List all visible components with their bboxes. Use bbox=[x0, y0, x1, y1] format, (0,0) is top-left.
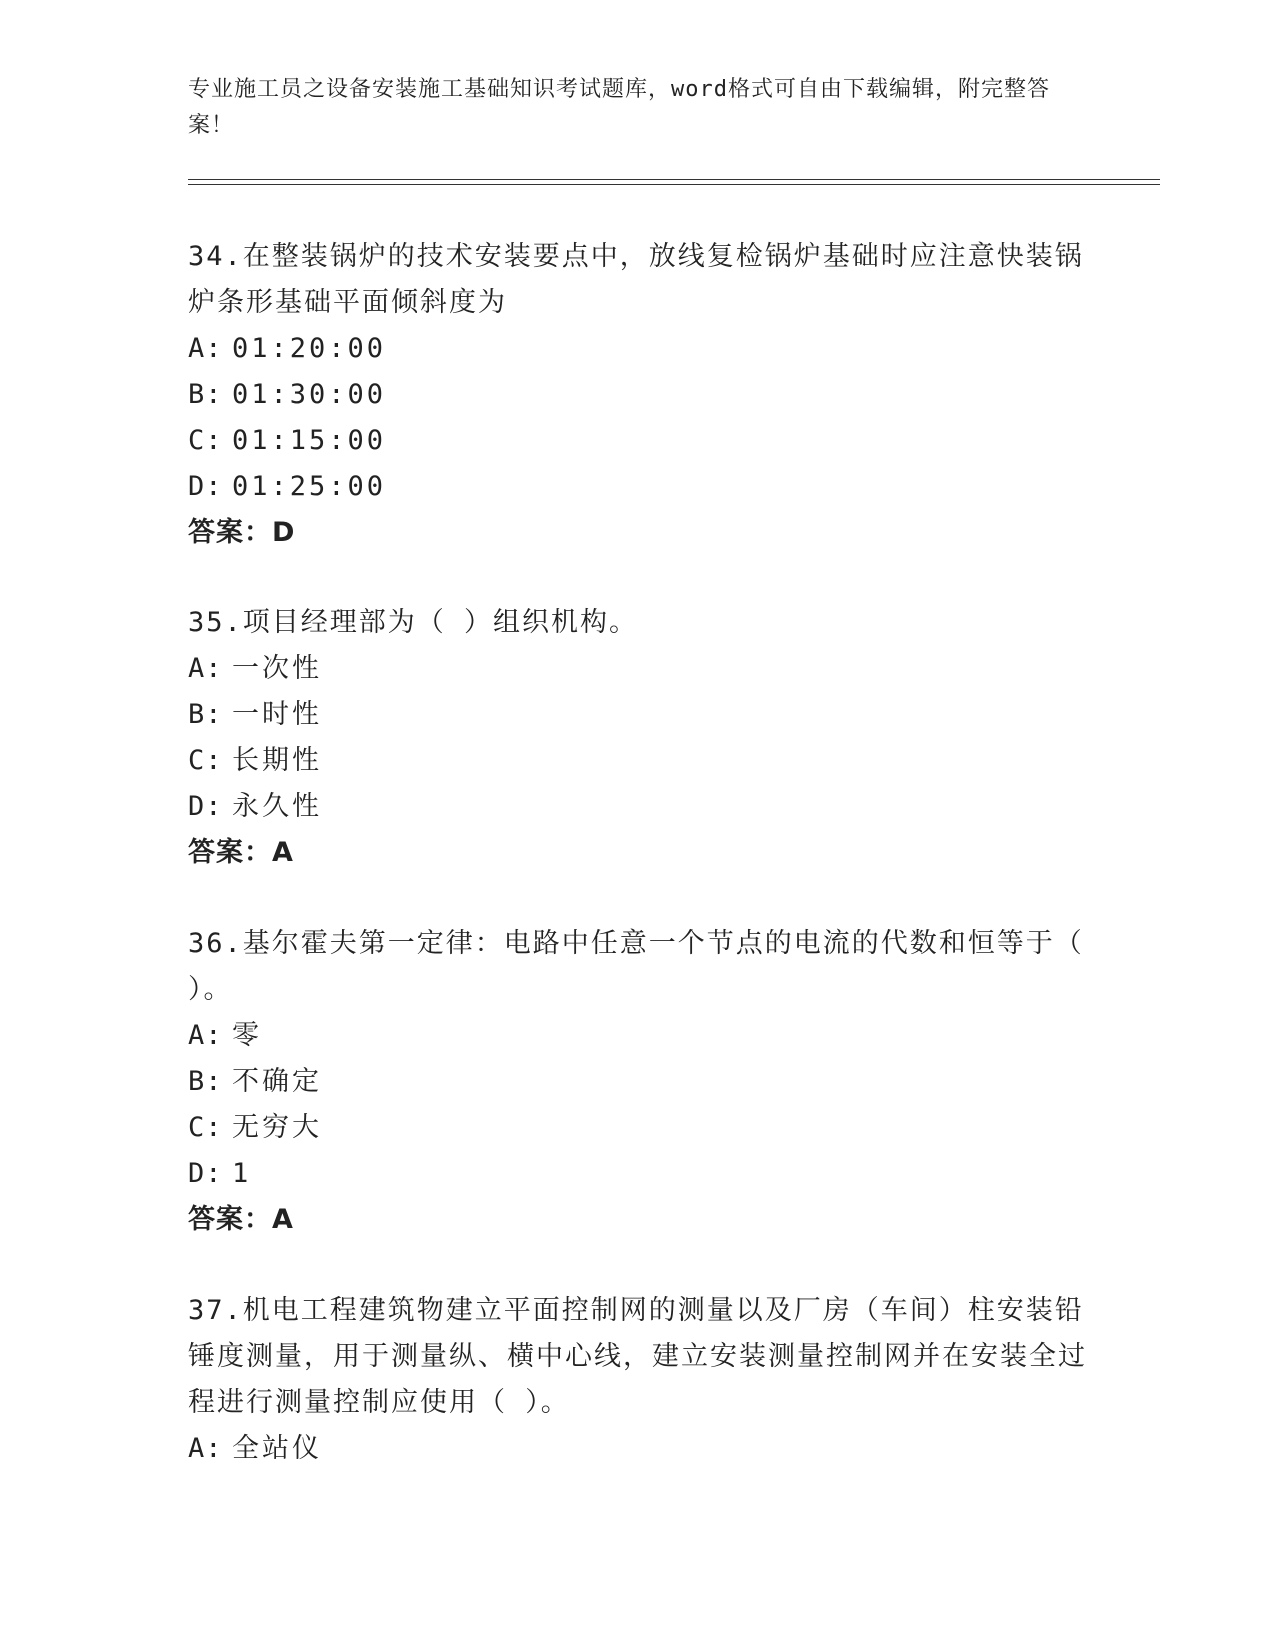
option-text: 不确定 bbox=[232, 1066, 322, 1097]
question-34 bbox=[188, 234, 1088, 556]
question-text: 在整装锅炉的技术安装要点中，放线复检锅炉基础时应注意快装锅炉条形基础平面倾斜度为 bbox=[188, 241, 1084, 318]
option-text: 永久性 bbox=[232, 791, 322, 822]
question-37 bbox=[188, 1288, 1088, 1472]
option-b bbox=[188, 1059, 1088, 1105]
question-35 bbox=[188, 600, 1088, 876]
option-text: 全站仪 bbox=[232, 1433, 322, 1464]
option-b bbox=[188, 372, 1088, 418]
question-stem bbox=[188, 600, 1088, 646]
header-divider-bottom bbox=[188, 184, 1160, 185]
question-text: 机电工程建筑物建立平面控制网的测量以及厂房（车间）柱安装铅锤度测量，用于测量纵、横中心线，建立安装测量控制网并在安装全过程进行测量控制应使用（ ）。 bbox=[188, 1295, 1087, 1418]
option-b bbox=[188, 692, 1088, 738]
option-letter: D: bbox=[188, 791, 223, 822]
option-a bbox=[188, 646, 1088, 692]
option-text: 无穷大 bbox=[232, 1112, 322, 1143]
question-36 bbox=[188, 921, 1088, 1243]
question-text: 项目经理部为（ ）组织机构。 bbox=[242, 607, 639, 638]
option-letter: C: bbox=[188, 1112, 223, 1143]
option-letter: B: bbox=[188, 379, 223, 410]
option-letter: A: bbox=[188, 1020, 223, 1051]
option-c bbox=[188, 1105, 1088, 1151]
option-a bbox=[188, 326, 1088, 372]
option-letter: D: bbox=[188, 471, 223, 502]
question-stem bbox=[188, 921, 1088, 1013]
question-text: 基尔霍夫第一定律：电路中任意一个节点的电流的代数和恒等于（ ）。 bbox=[188, 928, 1084, 1005]
option-text: 01:15:00 bbox=[232, 425, 387, 456]
question-number: 36. bbox=[188, 928, 243, 959]
question-number: 34. bbox=[188, 241, 243, 272]
option-text: 零 bbox=[232, 1020, 262, 1051]
answer-line: 答案：A bbox=[188, 1204, 294, 1235]
option-text: 一次性 bbox=[232, 653, 322, 684]
answer-line: 答案：A bbox=[188, 837, 294, 868]
option-c bbox=[188, 738, 1088, 784]
option-text: 一时性 bbox=[232, 699, 322, 730]
option-d bbox=[188, 1151, 1088, 1197]
option-a bbox=[188, 1013, 1088, 1059]
option-a bbox=[188, 1426, 1088, 1472]
question-number: 37. bbox=[188, 1295, 243, 1326]
option-text: 长期性 bbox=[232, 745, 322, 776]
option-text: 01:25:00 bbox=[232, 471, 387, 502]
option-d bbox=[188, 784, 1088, 830]
option-letter: A: bbox=[188, 1433, 223, 1464]
option-text: 01:30:00 bbox=[232, 379, 387, 410]
option-letter: C: bbox=[188, 425, 223, 456]
option-text: 1 bbox=[232, 1158, 252, 1189]
header-divider-top bbox=[188, 179, 1160, 180]
option-text: 01:20:00 bbox=[232, 333, 387, 364]
option-letter: D: bbox=[188, 1158, 223, 1189]
header-text: 专业施工员之设备安装施工基础知识考试题库，word格式可自由下载编辑，附完整答案！ bbox=[188, 77, 1050, 138]
question-number: 35. bbox=[188, 607, 243, 638]
question-stem bbox=[188, 234, 1088, 326]
option-letter: A: bbox=[188, 653, 223, 684]
document-header bbox=[188, 72, 1068, 144]
question-stem bbox=[188, 1288, 1088, 1426]
option-letter: A: bbox=[188, 333, 223, 364]
option-letter: C: bbox=[188, 745, 223, 776]
option-letter: B: bbox=[188, 699, 223, 730]
option-letter: B: bbox=[188, 1066, 223, 1097]
answer-line: 答案：D bbox=[188, 517, 296, 548]
option-c bbox=[188, 418, 1088, 464]
option-d bbox=[188, 464, 1088, 510]
